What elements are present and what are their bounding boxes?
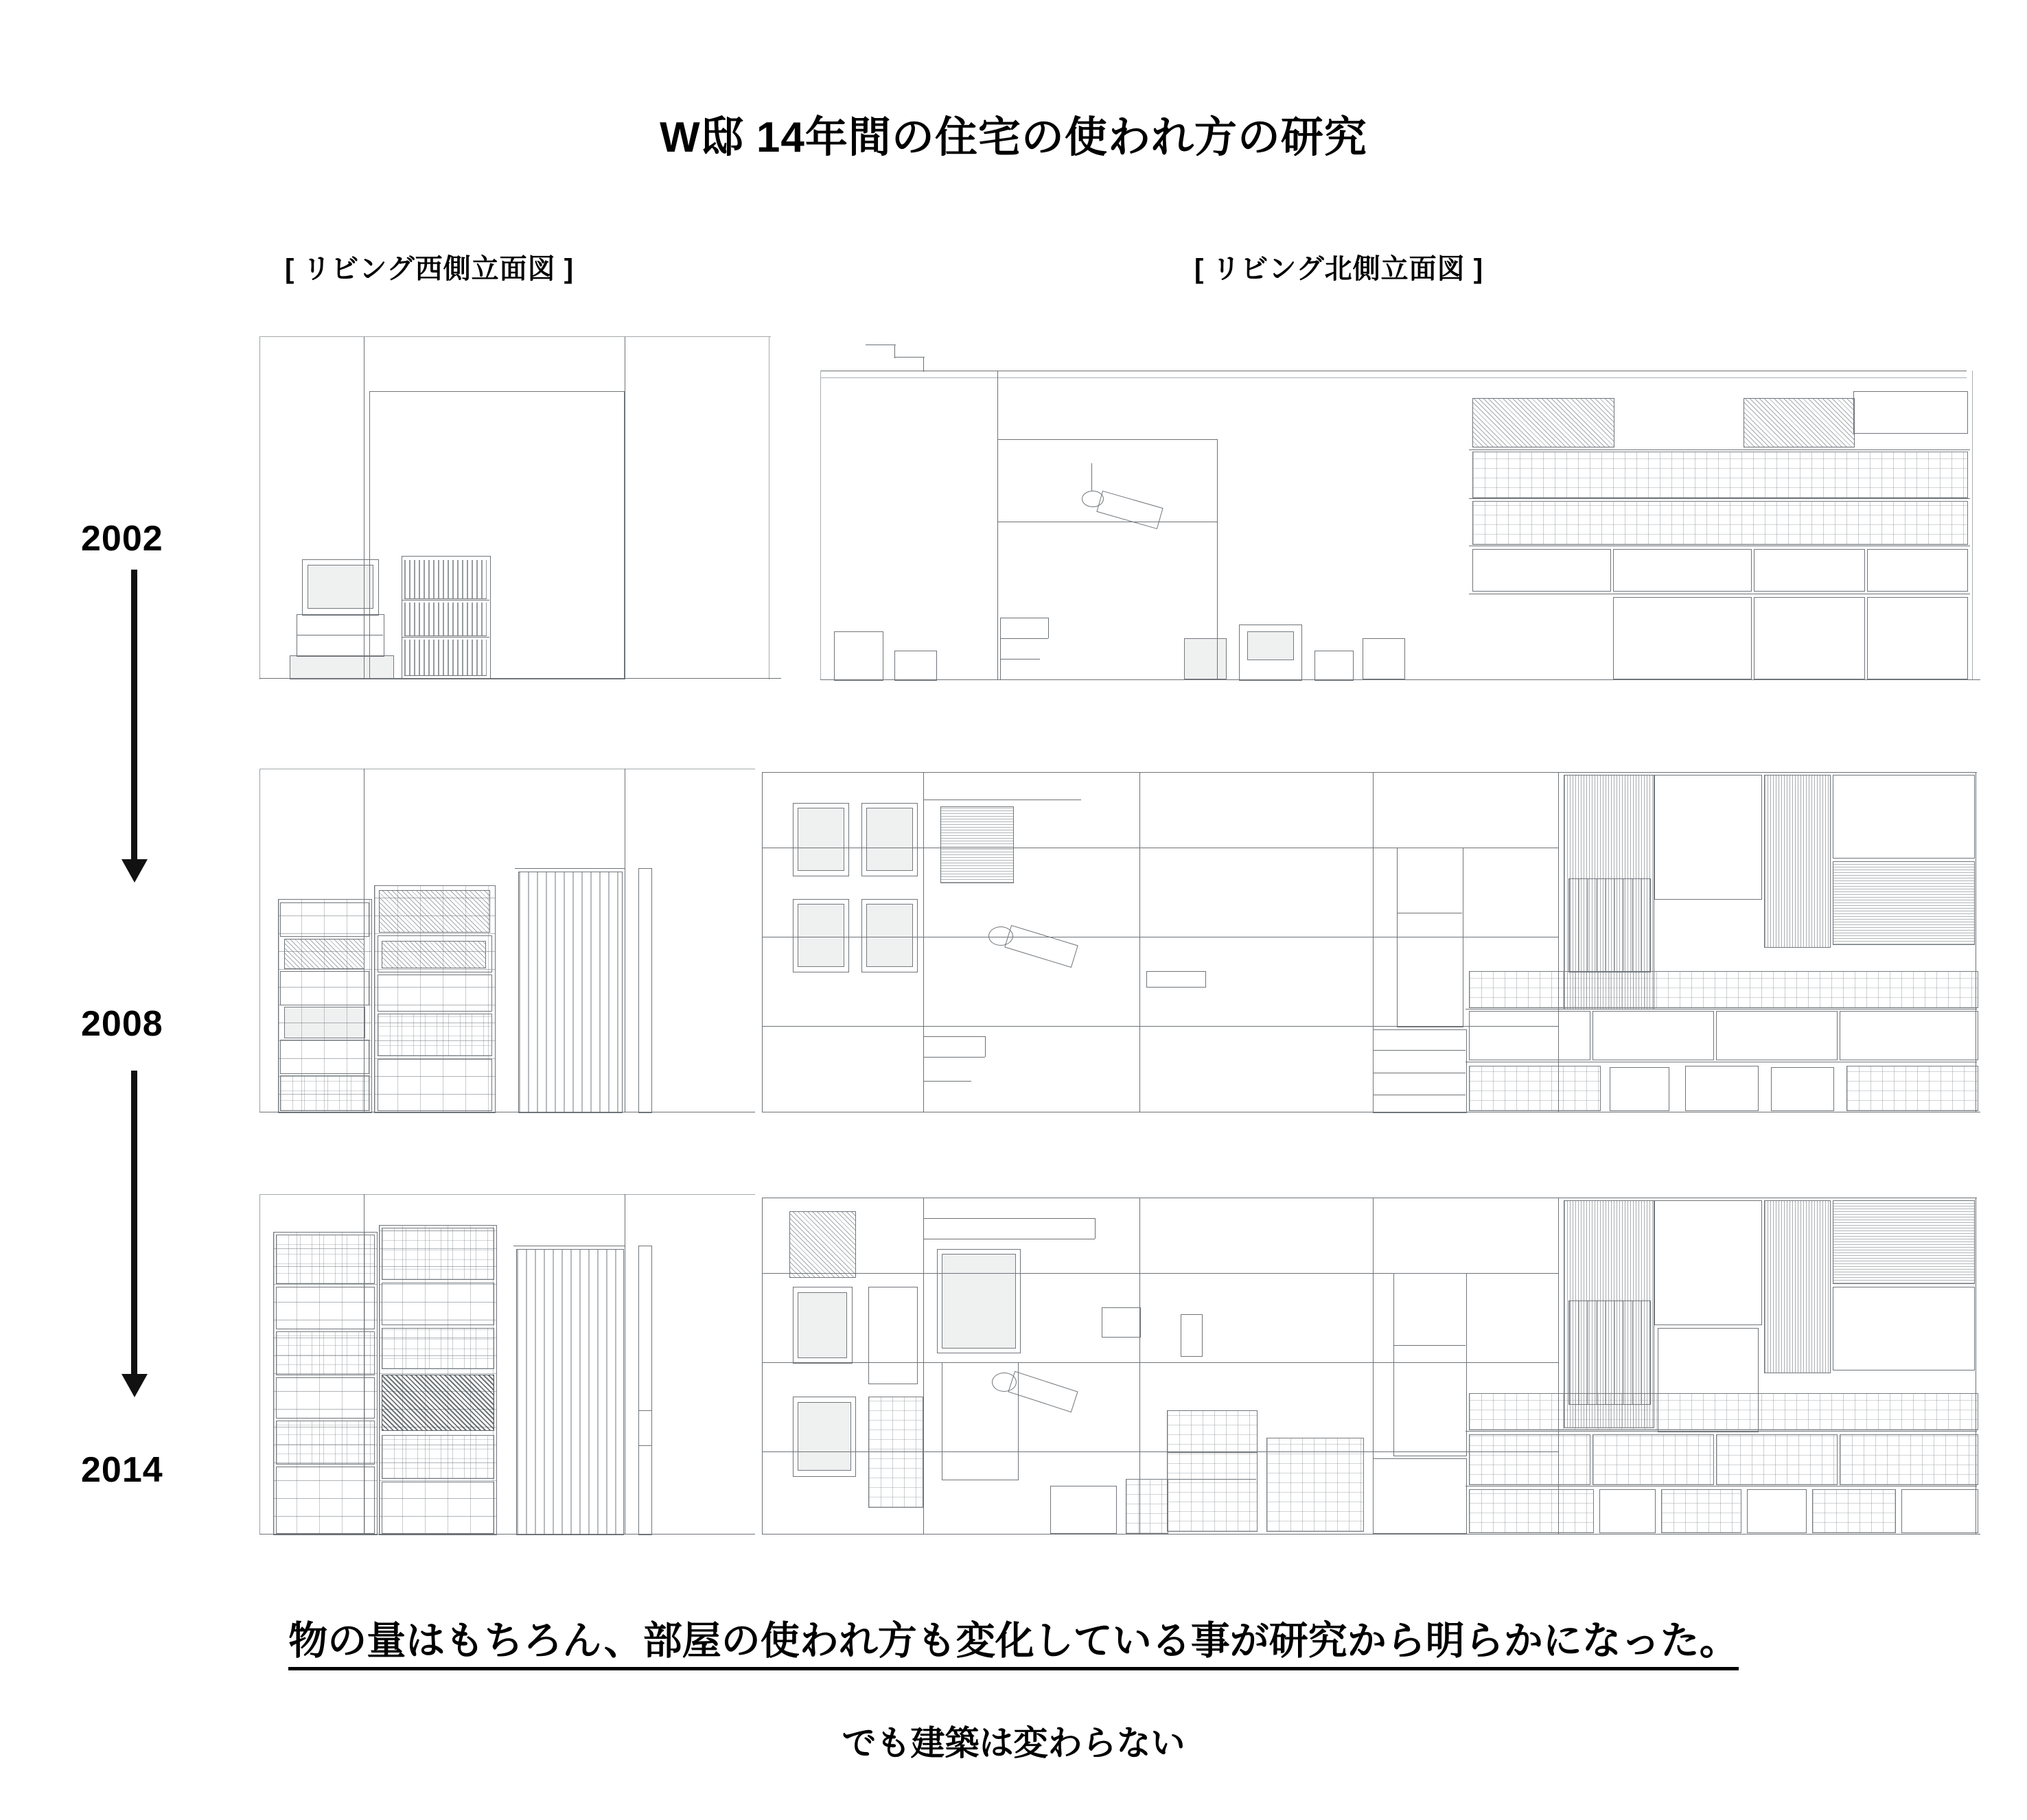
drawing-west-elevation-2008 [254,765,796,1129]
page-title: W邸 14年間の住宅の使われ方の研究 [660,114,1367,161]
footer-main-text [0,1609,2027,1666]
year-label-2014: 2014 [81,1450,163,1490]
footer-main-underlined: 物の量はもちろん、部屋の使われ方も変化している事が研究から明らかになった。 [288,1619,1738,1670]
column-header-west-elevation: [ リビング西側立面図 ] [285,254,575,284]
drawing-north-elevation-2002 [813,329,1980,700]
down-arrow-icon [113,570,154,885]
drawing-west-elevation-2002 [254,329,796,700]
column-header-north-elevation: [ リビング北側立面図 ] [1194,254,1484,284]
footer-sub-text: でも建築は変わらない [842,1724,1185,1762]
year-label-2002: 2002 [81,519,163,559]
year-label-2008: 2008 [81,1004,163,1044]
drawing-north-elevation-2008 [755,765,1984,1129]
drawing-north-elevation-2014 [755,1191,1984,1554]
drawing-west-elevation-2014 [254,1191,796,1554]
down-arrow-icon [113,1071,154,1400]
